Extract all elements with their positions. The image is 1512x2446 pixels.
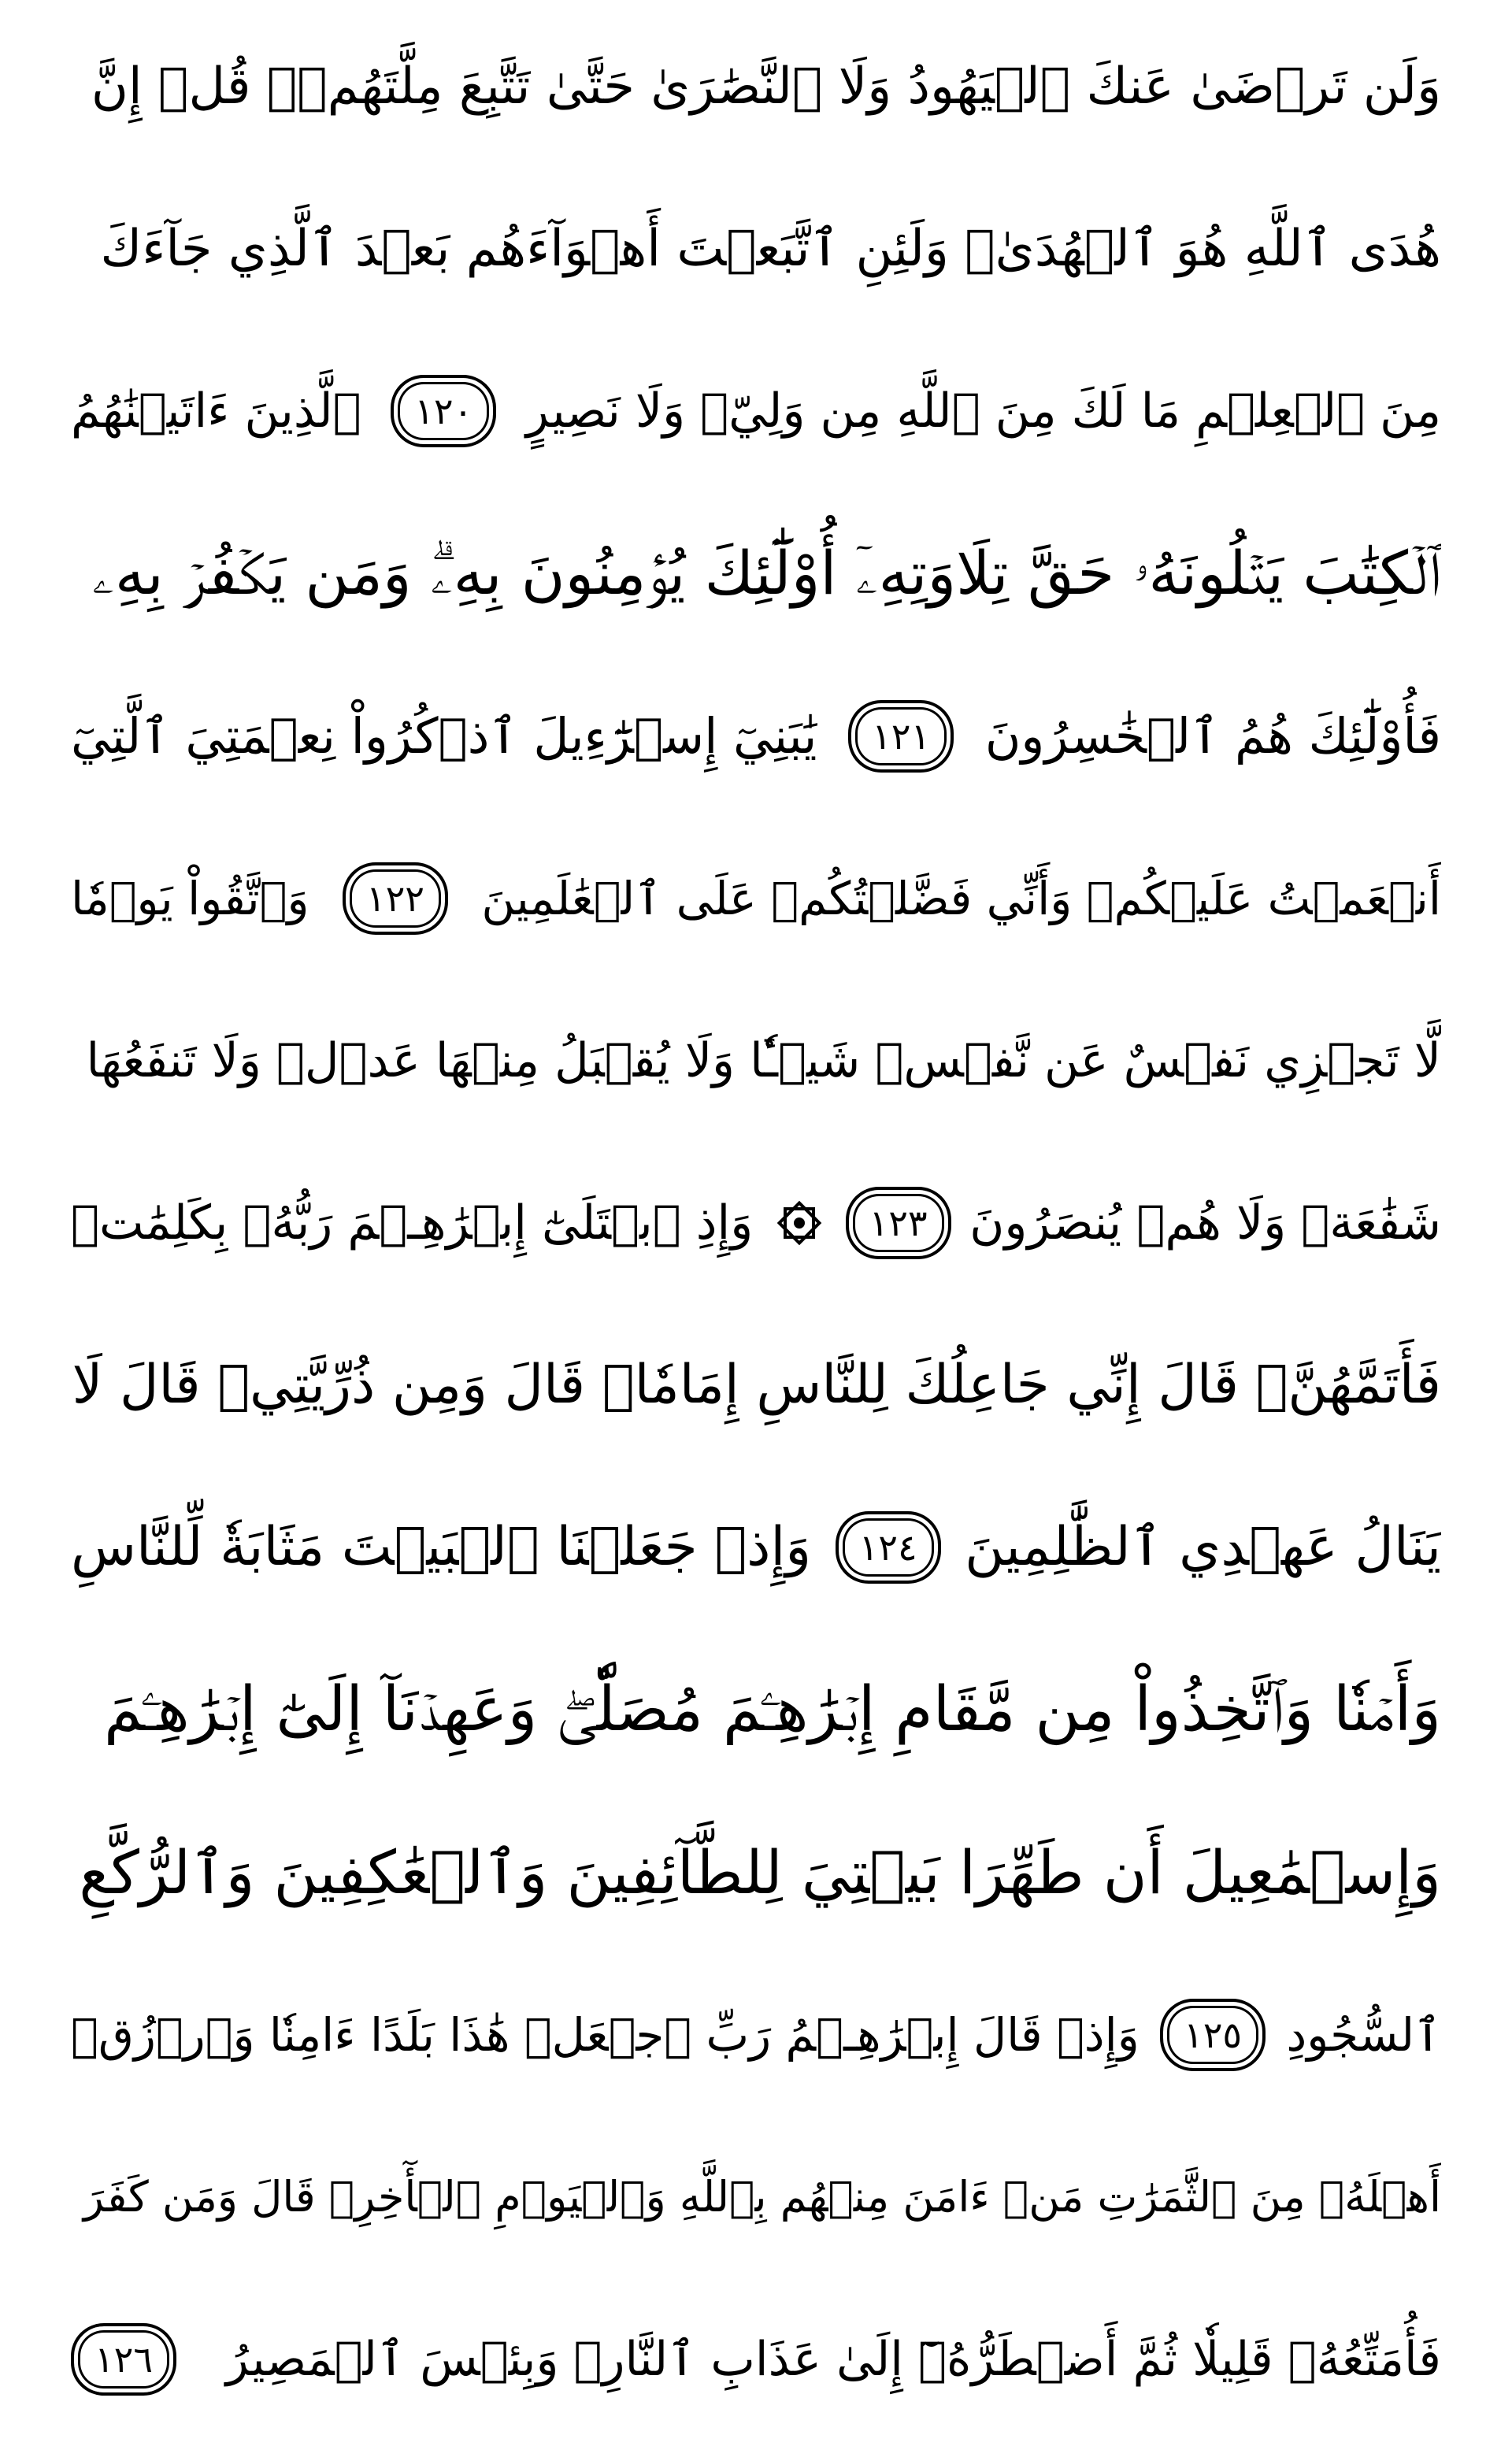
verse-line — [71, 1477, 1441, 1618]
verse-line — [71, 502, 1441, 644]
verse-text: وَإِذۡ جَعَلۡنَا ٱلۡبَيۡتَ مَثَابَةٗ لِّلنَّاسِ — [71, 1516, 812, 1579]
verse-text: مِنَ ٱلۡعِلۡمِ مَا لَكَ مِنَ ٱللَّهِ مِن وَلِيّٖ وَلَا نَصِيرٍ — [525, 384, 1441, 439]
verse-text: ٱلَّذِينَ ءَاتَيۡنَٰهُمُ — [71, 384, 361, 439]
verse-line — [71, 2288, 1441, 2430]
verse-text: فَأُوْلَٰٓئِكَ هُمُ ٱلۡخَٰسِرُونَ — [984, 706, 1441, 765]
verse-text: ٱلۡكِتَٰبَ يَتۡلُونَهُۥ حَقَّ تِلَاوَتِهِۦٓ أُوْلَٰٓئِكَ يُؤۡمِنُونَ بِهِۦۗ وَمَن يَكۡفُرۡ بِهِۦ — [91, 538, 1441, 609]
ayah-number-marker: ١٢٠ — [391, 375, 496, 447]
verse-line — [71, 665, 1441, 807]
ayah-number-marker: ١٢٢ — [343, 862, 448, 935]
verse-text: هُدَى ٱللَّهِ هُوَ ٱلۡهُدَىٰۗ وَلَئِنِ ٱتَّبَعۡتَ أَهۡوَآءَهُم بَعۡدَ ٱلَّذِي جَآءَكَ — [100, 220, 1441, 279]
verse-text: يَٰبَنِيٓ إِسۡرَٰٓءِيلَ ٱذۡكُرُواْ نِعۡمَتِيَ ٱلَّتِيٓ — [71, 706, 817, 765]
ayah-number-marker: ١٢٥ — [1160, 1999, 1266, 2071]
rub-el-hizb-icon — [772, 1195, 827, 1251]
verse-text: يَنَالُ عَهۡدِي ٱلظَّٰلِمِينَ — [965, 1516, 1441, 1579]
verse-text: فَأُمَتِّعُهُۥ قَلِيلٗا ثُمَّ أَضۡطَرُّهُۥٓ إِلَىٰ عَذَابِ ٱلنَّارِۖ وَبِئۡسَ ٱلۡمَصِيرُ — [225, 2331, 1441, 2387]
verse-text: فَأَتَمَّهُنَّۖ قَالَ إِنِّي جَاعِلُكَ لِلنَّاسِ إِمَامٗاۖ قَالَ وَمِن ذُرِّيَّتِيۖ قَالَ لَا — [72, 1354, 1441, 1417]
verse-line — [71, 340, 1441, 482]
verse-text: وَٱتَّقُواْ يَوۡمٗا — [71, 871, 309, 925]
verse-text: لَّا تَجۡزِي نَفۡسٌ عَن نَّفۡسٖ شَيۡـٔٗا وَلَا يُقۡبَلُ مِنۡهَا عَدۡلٞ وَلَا تَنفَعُهَا — [86, 1032, 1441, 1088]
verse-line — [71, 1152, 1441, 1294]
verse-line — [71, 828, 1441, 969]
verse-lines — [71, 16, 1441, 2430]
verse-line — [71, 1639, 1441, 1781]
verse-line — [71, 1314, 1441, 1456]
verse-text: وَإِسۡمَٰعِيلَ أَن طَهِّرَا بَيۡتِيَ لِلطَّآئِفِينَ وَٱلۡعَٰكِفِينَ وَٱلرُّكَّعِ — [79, 1836, 1441, 1907]
verse-text: وَإِذِ ٱبۡتَلَىٰٓ إِبۡرَٰهِـۧمَ رَبُّهُۥ بِكَلِمَٰتٖ — [71, 1195, 754, 1251]
ayah-number-marker: ١٢١ — [848, 700, 954, 773]
verse-line — [71, 990, 1441, 1132]
ayah-number-marker: ١٢٣ — [846, 1187, 951, 1259]
verse-text: أَهۡلَهُۥ مِنَ ٱلثَّمَرَٰتِ مَنۡ ءَامَنَ مِنۡهُم بِٱللَّهِ وَٱلۡيَوۡمِ ٱلۡأٓخِرِۖ قَالَ وَمَن كَفَرَ — [83, 2171, 1441, 2222]
verse-text: وَلَن تَرۡضَىٰ عَنكَ ٱلۡيَهُودُ وَلَا ٱلنَّصَٰرَىٰ حَتَّىٰ تَتَّبِعَ مِلَّتَهُمۡۗ قُلۡ إِنَّ — [91, 57, 1441, 116]
verse-line — [71, 1964, 1441, 2106]
verse-text: وَإِذۡ قَالَ إِبۡرَٰهِـۧمُ رَبِّ ٱجۡعَلۡ هَٰذَا بَلَدًا ءَامِنٗا وَٱرۡزُقۡ — [71, 2007, 1140, 2062]
verse-text: ٱلسُّجُودِ — [1286, 2007, 1441, 2062]
verse-text: أَنۡعَمۡتُ عَلَيۡكُمۡ وَأَنِّي فَضَّلۡتُكُمۡ عَلَى ٱلۡعَٰلَمِينَ — [481, 871, 1441, 925]
verse-line — [71, 2126, 1441, 2268]
verse-line — [71, 1802, 1441, 1944]
verse-text: شَفَٰعَةٞ وَلَا هُمۡ يُنصَرُونَ — [969, 1195, 1441, 1251]
verse-text: وَأَمۡنٗا وَٱتَّخِذُواْ مِن مَّقَامِ إِبۡرَٰهِـۧمَ مُصَلّٗىۖ وَعَهِدۡنَآ إِلَىٰٓ إِبۡرَٰهِـۧمَ — [104, 1674, 1441, 1746]
ayah-number-marker: ١٢٦ — [71, 2323, 176, 2396]
verse-line — [71, 178, 1441, 320]
ayah-number-marker: ١٢٤ — [836, 1511, 941, 1584]
verse-line — [71, 16, 1441, 158]
